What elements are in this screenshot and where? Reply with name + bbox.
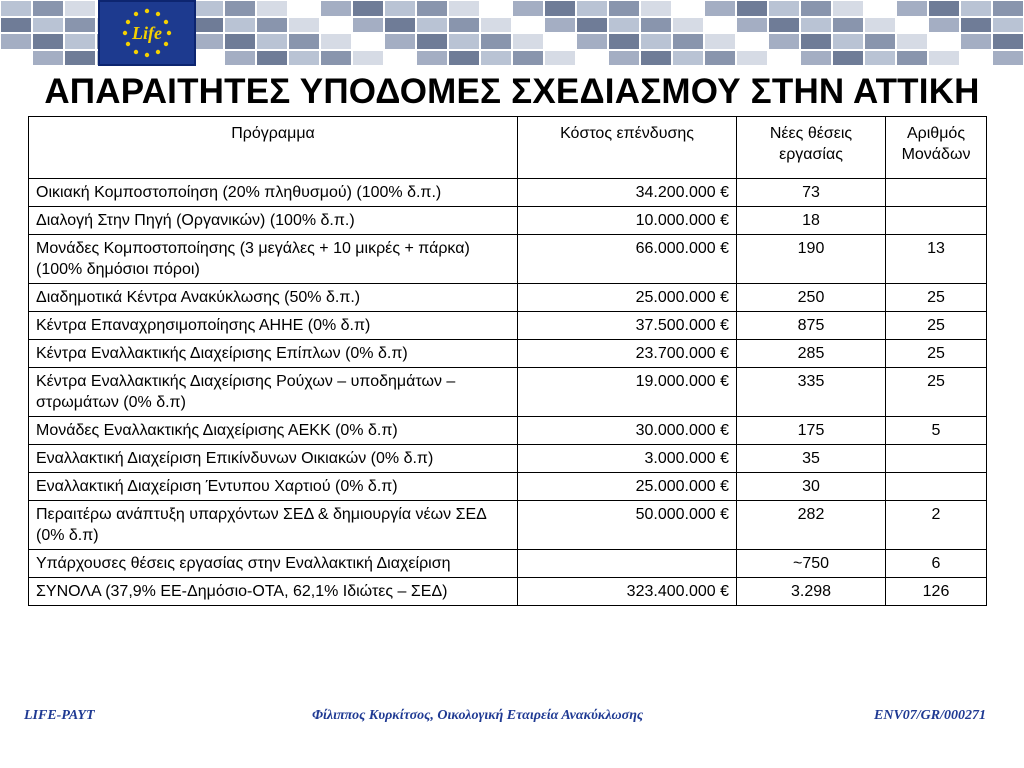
mosaic-tile: [192, 17, 224, 34]
mosaic-tile: [608, 0, 640, 17]
mosaic-tile: [672, 50, 704, 67]
jobs-cell: 282: [737, 501, 886, 550]
table-row: [29, 550, 987, 578]
mosaic-tile: [32, 17, 64, 34]
mosaic-tile: [224, 33, 256, 50]
program-cell: Εναλλακτική Διαχείριση Έντυπου Χαρτιού (0% δ.π): [29, 473, 518, 501]
mosaic-tile: [224, 0, 256, 17]
jobs-cell: 335: [737, 368, 886, 417]
mosaic-tile: [832, 0, 864, 17]
mosaic-tile: [896, 0, 928, 17]
jobs-cell: 3.298: [737, 578, 886, 606]
mosaic-tile: [0, 0, 32, 17]
mosaic-tile: [384, 17, 416, 34]
mosaic-tile: [352, 33, 384, 50]
cost-cell: 10.000.000 €: [518, 207, 737, 235]
units-cell: 2: [886, 501, 987, 550]
jobs-cell: 875: [737, 312, 886, 340]
jobs-cell: 285: [737, 340, 886, 368]
eu-stars-icon: [107, 3, 187, 63]
mosaic-tile: [640, 0, 672, 17]
mosaic-tile: [672, 0, 704, 17]
mosaic-tile: [608, 33, 640, 50]
mosaic-tile: [832, 17, 864, 34]
mosaic-tile: [576, 17, 608, 34]
mosaic-tile: [192, 0, 224, 17]
table-row: [29, 417, 987, 445]
cost-cell: 50.000.000 €: [518, 501, 737, 550]
program-cell: Διαλογή Στην Πηγή (Οργανικών) (100% δ.π.): [29, 207, 518, 235]
program-cell: Μονάδες Κομποστοποίησης (3 μεγάλες + 10 μικρές + πάρκα) (100% δημόσιοι πόροι): [29, 235, 518, 284]
mosaic-tile: [416, 17, 448, 34]
mosaic-tile: [832, 50, 864, 67]
mosaic-tile: [32, 33, 64, 50]
mosaic-tile: [992, 17, 1024, 34]
mosaic-tile: [704, 0, 736, 17]
jobs-cell: 175: [737, 417, 886, 445]
program-cell: Μονάδες Εναλλακτικής Διαχείρισης ΑΕΚΚ (0% δ.π): [29, 417, 518, 445]
program-cell: Υπάρχουσες θέσεις εργασίας στην Εναλλακτική Διαχείριση: [29, 550, 518, 578]
mosaic-tile: [480, 33, 512, 50]
units-cell: [886, 473, 987, 501]
mosaic-tile: [544, 17, 576, 34]
units-cell: 126: [886, 578, 987, 606]
mosaic-tile: [992, 50, 1024, 67]
cost-cell: 34.200.000 €: [518, 179, 737, 207]
mosaic-tile: [640, 50, 672, 67]
jobs-cell: 18: [737, 207, 886, 235]
jobs-cell: 35: [737, 445, 886, 473]
jobs-cell: 30: [737, 473, 886, 501]
mosaic-tile: [896, 50, 928, 67]
units-cell: 6: [886, 550, 987, 578]
mosaic-tile: [896, 17, 928, 34]
table-row: [29, 501, 987, 550]
mosaic-tile: [704, 33, 736, 50]
cost-cell: 323.400.000 €: [518, 578, 737, 606]
mosaic-tile: [736, 0, 768, 17]
header-unit-count: Αριθμός Μονάδων: [886, 117, 987, 179]
mosaic-tile: [928, 33, 960, 50]
mosaic-tile: [928, 17, 960, 34]
mosaic-tile: [512, 0, 544, 17]
units-cell: 25: [886, 312, 987, 340]
slide-title: ΑΠΑΡΑΙΤΗΤΕΣ ΥΠΟΔΟΜΕΣ ΣΧΕΔΙΑΣΜΟΥ ΣΤΗΝ ΑΤΤΙΚΗ: [44, 72, 980, 111]
mosaic-tile: [224, 50, 256, 67]
mosaic-tile: [224, 17, 256, 34]
mosaic-tile: [0, 50, 32, 67]
mosaic-tile: [992, 33, 1024, 50]
table-row: [29, 473, 987, 501]
jobs-cell: 250: [737, 284, 886, 312]
mosaic-tile: [672, 33, 704, 50]
mosaic-tile: [384, 0, 416, 17]
table-header-row: [29, 117, 987, 179]
mosaic-tile: [32, 50, 64, 67]
eu-life-logo-icon: [98, 0, 196, 66]
mosaic-tile: [512, 33, 544, 50]
units-cell: 25: [886, 284, 987, 312]
mosaic-tile: [864, 50, 896, 67]
cost-cell: 25.000.000 €: [518, 473, 737, 501]
mosaic-tile: [768, 33, 800, 50]
units-cell: 13: [886, 235, 987, 284]
units-cell: [886, 179, 987, 207]
mosaic-tile: [672, 17, 704, 34]
mosaic-tile: [64, 50, 96, 67]
units-cell: [886, 207, 987, 235]
mosaic-tile: [448, 17, 480, 34]
cost-cell: [518, 550, 737, 578]
footer-project-code: ENV07/GR/000271: [874, 708, 987, 723]
mosaic-tile: [896, 33, 928, 50]
mosaic-tile: [320, 33, 352, 50]
table-row: [29, 312, 987, 340]
mosaic-tile: [800, 33, 832, 50]
table-row: [29, 445, 987, 473]
cost-cell: 37.500.000 €: [518, 312, 737, 340]
mosaic-tile: [640, 17, 672, 34]
mosaic-tile: [192, 50, 224, 67]
mosaic-tile: [928, 50, 960, 67]
units-cell: [886, 445, 987, 473]
mosaic-tile: [864, 33, 896, 50]
program-cell: Εναλλακτική Διαχείριση Επικίνδυνων Οικιακών (0% δ.π): [29, 445, 518, 473]
mosaic-tile: [576, 33, 608, 50]
header-investment-cost: Κόστος επένδυσης: [518, 117, 737, 179]
mosaic-tile: [992, 0, 1024, 17]
mosaic-tile: [768, 50, 800, 67]
program-cell: ΣΥΝΟΛΑ (37,9% ΕΕ-Δημόσιο-ΟΤΑ, 62,1% Ιδιώτες – ΣΕΔ): [29, 578, 518, 606]
cost-cell: 23.700.000 €: [518, 340, 737, 368]
mosaic-tile: [704, 17, 736, 34]
program-cell: Οικιακή Κομποστοποίηση (20% πληθυσμού) (100% δ.π.): [29, 179, 518, 207]
mosaic-tile: [256, 50, 288, 67]
mosaic-tile: [320, 17, 352, 34]
totals-row: [29, 578, 987, 606]
mosaic-tile: [448, 50, 480, 67]
mosaic-tile: [544, 33, 576, 50]
jobs-cell: ~750: [737, 550, 886, 578]
mosaic-tile: [736, 17, 768, 34]
mosaic-tile: [416, 33, 448, 50]
mosaic-tile: [256, 0, 288, 17]
cost-cell: 19.000.000 €: [518, 368, 737, 417]
infrastructure-table: [28, 116, 987, 606]
mosaic-tile: [288, 17, 320, 34]
table-row: [29, 207, 987, 235]
program-cell: Διαδημοτικά Κέντρα Ανακύκλωσης (50% δ.π.): [29, 284, 518, 312]
mosaic-tile: [416, 50, 448, 67]
mosaic-tile: [512, 50, 544, 67]
cost-cell: 30.000.000 €: [518, 417, 737, 445]
mosaic-tile: [416, 0, 448, 17]
mosaic-tile: [0, 17, 32, 34]
mosaic-tile: [256, 17, 288, 34]
mosaic-tile: [480, 0, 512, 17]
mosaic-tile: [736, 50, 768, 67]
mosaic-tile: [448, 33, 480, 50]
table-row: [29, 340, 987, 368]
jobs-cell: 73: [737, 179, 886, 207]
units-cell: 5: [886, 417, 987, 445]
mosaic-tile: [192, 33, 224, 50]
cost-cell: 66.000.000 €: [518, 235, 737, 284]
mosaic-tile: [832, 33, 864, 50]
mosaic-tile: [864, 0, 896, 17]
mosaic-tile: [384, 50, 416, 67]
mosaic-tile: [960, 50, 992, 67]
mosaic-tile: [544, 50, 576, 67]
mosaic-tile: [512, 17, 544, 34]
mosaic-tile: [0, 33, 32, 50]
mosaic-tile: [928, 0, 960, 17]
mosaic-tile: [800, 50, 832, 67]
mosaic-tile: [640, 33, 672, 50]
mosaic-tile: [544, 0, 576, 17]
table-row: [29, 284, 987, 312]
mosaic-tile: [352, 50, 384, 67]
slide-footer: [0, 708, 1024, 732]
mosaic-tile: [768, 17, 800, 34]
program-cell: Περαιτέρω ανάπτυξη υπαρχόντων ΣΕΔ & δημιουργία νέων ΣΕΔ (0% δ.π): [29, 501, 518, 550]
table-row: [29, 235, 987, 284]
mosaic-tile: [256, 33, 288, 50]
mosaic-tile: [32, 0, 64, 17]
units-cell: 25: [886, 368, 987, 417]
table-row: [29, 179, 987, 207]
program-cell: Κέντρα Εναλλακτικής Διαχείρισης Ρούχων – υποδημάτων – στρωμάτων (0% δ.π): [29, 368, 518, 417]
mosaic-tile: [320, 50, 352, 67]
mosaic-tile: [960, 17, 992, 34]
mosaic-tile: [608, 50, 640, 67]
mosaic-tile: [960, 33, 992, 50]
mosaic-tile: [800, 17, 832, 34]
mosaic-tile: [288, 0, 320, 17]
mosaic-tile: [864, 17, 896, 34]
header-new-jobs: Νέες θέσεις εργασίας: [737, 117, 886, 179]
mosaic-tile: [352, 17, 384, 34]
cost-cell: 25.000.000 €: [518, 284, 737, 312]
mosaic-tile: [320, 0, 352, 17]
table-row: [29, 368, 987, 417]
units-cell: 25: [886, 340, 987, 368]
mosaic-tile: [288, 50, 320, 67]
footer-project-name: LIFE-PAYT: [24, 708, 95, 723]
mosaic-tile: [736, 33, 768, 50]
cost-cell: 3.000.000 €: [518, 445, 737, 473]
mosaic-tile: [960, 0, 992, 17]
mosaic-tile: [448, 0, 480, 17]
header-program: Πρόγραμμα: [29, 117, 518, 179]
mosaic-tile: [64, 0, 96, 17]
program-cell: Κέντρα Εναλλακτικής Διαχείρισης Επίπλων (0% δ.π): [29, 340, 518, 368]
mosaic-tile: [384, 33, 416, 50]
mosaic-tile: [768, 0, 800, 17]
mosaic-tile: [352, 0, 384, 17]
mosaic-tile: [480, 17, 512, 34]
mosaic-tile: [800, 0, 832, 17]
mosaic-tile: [64, 17, 96, 34]
mosaic-tile: [480, 50, 512, 67]
program-cell: Κέντρα Επαναχρησιμοποίησης ΑΗΗΕ (0% δ.π): [29, 312, 518, 340]
mosaic-tile: [576, 50, 608, 67]
mosaic-tile: [288, 33, 320, 50]
footer-author: Φίλιππος Κυρκίτσος, Οικολογική Εταιρεία Ανακύκλωσης: [312, 708, 644, 723]
mosaic-tile: [64, 33, 96, 50]
life-logo-text: Life: [132, 23, 162, 43]
mosaic-tile: [576, 0, 608, 17]
mosaic-tile: [608, 17, 640, 34]
mosaic-tile: [704, 50, 736, 67]
jobs-cell: 190: [737, 235, 886, 284]
